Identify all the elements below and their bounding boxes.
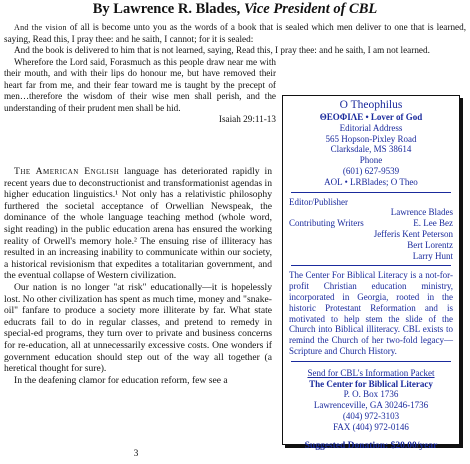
- address-line: FAX (404) 972-0146: [333, 421, 409, 432]
- page-number: 3: [133, 449, 139, 459]
- address-line: Lawrenceville, GA 30246-1736: [313, 400, 429, 411]
- writer-name: Bert Lorentz: [407, 239, 453, 250]
- address-line: P. O. Box 1736: [343, 389, 399, 400]
- scripture-text-1: of all is become unto you as the words of a book that is sealed which men deliver to one that is learned, saying, Read this, I pray thee: and he saith, I cannot; for it is sealed:: [4, 22, 467, 44]
- writer-name: Jefferis Kent Peterson: [373, 228, 453, 239]
- writers-row: [289, 218, 453, 229]
- editorial-line: Clarksdale, MS 38614: [330, 144, 412, 155]
- address-line: (404) 972-3103: [342, 410, 400, 421]
- article-paragraph-2: Our nation is no longer "at risk" educationally—it is hopelessly lost. No other civilization has spent as much time, money and "snake-oil" fanfare to produce a society more illiterate by far. What state educrats fail to do in regular classes, and pretend to remedy in special-ed programs, they turn over to private and business concerns for re-education, all at unnecessarily excessive costs. One wonders if government education should step out of the way all together (a heretical thought for sure).: [4, 281, 272, 375]
- writer-name: Larry Hunt: [412, 250, 453, 261]
- scripture-paragraph-1: [4, 22, 466, 45]
- info-packet-link[interactable]: Send for CBL's Information Packet: [307, 367, 435, 378]
- divider: [291, 192, 451, 193]
- scripture-lead: And the vision: [14, 23, 67, 32]
- publication-subtitle: ΘΕΟΦΙΛΕ • Lover of God: [319, 112, 423, 122]
- article-byline: [0, 1, 470, 17]
- contact-block: [283, 368, 459, 452]
- editorial-line: (601) 627-9539: [342, 165, 400, 176]
- article-text-1: language has deteriorated rapidly in recent years due to deconstructionist and transformationist agendas in higher education linguistics.¹ Not only has a relativistic philosophy furthered the societal acceptance of Orwellian Newspeak, the dominance of the whole language teaching method (whole word, sight reading) in the public education arena has ensured the working reality of Orwell's memory hole.² The ensuing rise of illiteracy has resulted in an increasing inability to communicate within our society, a historical revisionism that expedites a totalitarian government, and the eventual collapse of Western civilization.: [4, 166, 272, 282]
- article-paragraph-1: [4, 166, 272, 282]
- writers-label: Contributing Writers: [289, 218, 364, 229]
- scripture-paragraph-2: And the book is delivered to him that is not learned, saying, Read this, I pray thee: and he saith, I am not learned.: [14, 45, 430, 55]
- staff-list: [283, 197, 459, 262]
- article-paragraph-3: In the deafening clamor for education reform, few see a: [14, 374, 228, 386]
- writer-name: E. Lee Bez: [413, 218, 453, 229]
- editorial-line: Editorial Address: [339, 122, 403, 133]
- editorial-line: Phone: [359, 155, 383, 166]
- editor-name: Lawrence Blades: [390, 207, 453, 218]
- article-body: [4, 166, 272, 386]
- scripture-paragraph-3: Wherefore the Lord said, Forasmuch as this people draw near me with their mouth, and with their lips do honour me, but have removed their heart far from me, and their fear toward me is taught by the precept of men…therefore the wisdom of their wise men shall perish, and the understanding of their prudent men shall be hid.: [4, 56, 276, 113]
- author-name: By Lawrence R. Blades,: [92, 1, 241, 17]
- editorial-line: AOL • LRBlades; O Theo: [324, 176, 418, 187]
- editorial-line: 565 Hopson-Pixley Road: [325, 133, 417, 144]
- center-name: The Center for Biblical Literacy: [309, 378, 433, 389]
- article-lead: The American English: [14, 166, 120, 177]
- editor-label: Editor/Publisher: [289, 196, 348, 207]
- ministry-description: [283, 270, 459, 356]
- divider: [291, 361, 451, 362]
- divider: [291, 265, 451, 266]
- masthead-sidebar: [282, 95, 460, 451]
- publication-title: O Theophilus: [339, 99, 403, 111]
- scripture-citation: Isaiah 29:11-13: [218, 114, 276, 124]
- author-role: Vice President of CBL: [243, 1, 378, 17]
- editorial-address: [283, 123, 459, 188]
- description-text: The Center For Biblical Literacy is a not-for-profit Christian education ministry, incorporated in Georgia, rooted in the historic Protestant Reformation and is motivated to help stem the slide of the Church into Biblical illiteracy. CBL exists to remind the Church of her two-fold legacy—Scripture and Church History.: [289, 270, 453, 356]
- suggested-donation: Suggested Donation: $20.00/year: [304, 440, 438, 451]
